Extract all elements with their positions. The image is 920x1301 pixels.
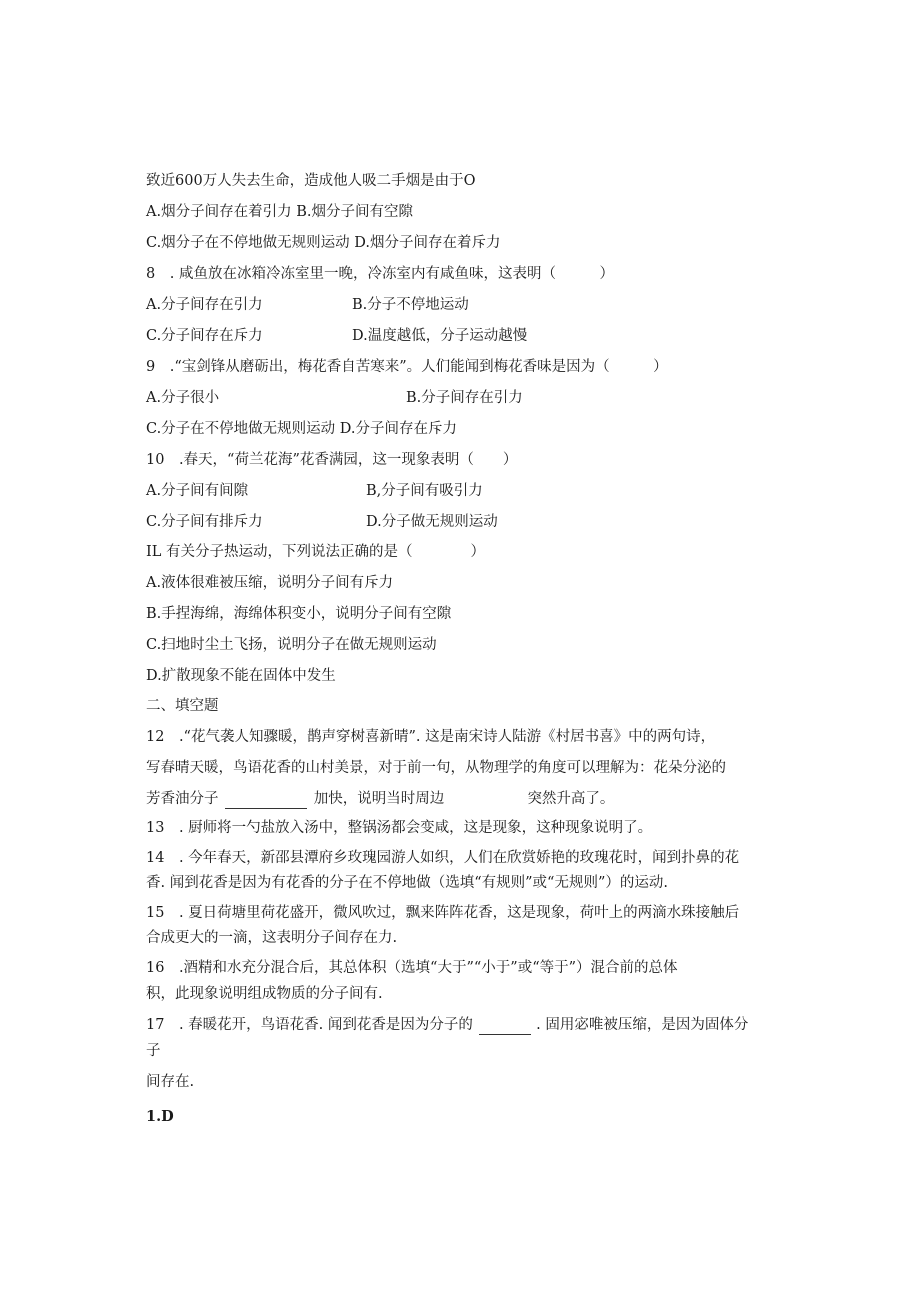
q17-text-part-2: . 固用宓唯被压缩，是因为固体分: [536, 1017, 749, 1033]
q10-option-b: B,分子间有吸引力: [366, 483, 483, 499]
q12-text-part-3: 突然升高了。: [527, 791, 615, 807]
q7-options-cd: C.烟分子在不停地做无规则运动 D.烟分子间存在着斥力: [146, 235, 501, 251]
question-12-line-2: 写春晴天暖，鸟语花香的山村美景，对于前一句，从物理学的角度可以理解为：花朵分泌的: [146, 760, 726, 776]
q8-option-c: C.分子间存在斥力: [146, 328, 263, 344]
q7-options-ab: A.烟分子间存在着引力 B.烟分子间有空隙: [146, 204, 413, 220]
question-17-line-2: 子: [146, 1043, 161, 1059]
q11-option-b: B.手捏海绵，海绵体积变小，说明分子间有空隙: [146, 606, 452, 622]
question-14-line-2: 香. 闻到花香是因为有花香的分子在不停地做（选填“有规则”或“无规则”）的运动.: [146, 875, 668, 891]
question-16-line-1: 16 .酒精和水充分混合后，其总体积（选填“大于”“小于”或“等于”）混合前的总体: [146, 960, 678, 976]
q9-options-cd: C.分子在不停地做无规则运动 D.分子间存在斥力: [146, 421, 458, 437]
q10-option-d: D.分子做无规则运动: [366, 514, 498, 530]
q11-option-a: A.液体很难被压缩，说明分子间有斥力: [146, 575, 394, 591]
q9-option-b: B.分子间存在引力: [406, 390, 523, 406]
question-12-line-3: [146, 790, 614, 809]
question-17-line-3: 间存在.: [146, 1074, 195, 1090]
answer-blank: [479, 1016, 531, 1035]
question-9: 9 .“宝剑锋从磨砺出，梅花香自苦寒来”。人们能闻到梅花香味是因为（ ）: [146, 359, 668, 375]
question-11: IL 有关分子热运动，下列说法正确的是（ ）: [146, 544, 485, 560]
question-15-line-2: 合成更大的一滴，这表明分子间存在力.: [146, 930, 398, 946]
q11-option-c: C.扫地时尘土飞扬，说明分子在做无规则运动: [146, 637, 437, 653]
q8-option-b: B.分子不停地运动: [352, 297, 469, 313]
q8-option-a: A.分子间存在引力: [146, 297, 263, 313]
question-12-line-1: 12 .“花气袭人知骤暖，鹊声穿树喜新晴”. 这是南宋诗人陆游《村居书喜》中的两句诗，: [146, 729, 716, 745]
question-16-line-2: 积，此现象说明组成物质的分子间有.: [146, 986, 383, 1002]
answer-1: 1.D: [146, 1108, 174, 1125]
answer-blank: [225, 790, 307, 809]
answer-gap: [449, 790, 523, 808]
q17-text-part-1: 17 . 春暖花开，鸟语花香. 闻到花香是因为分子的: [146, 1017, 473, 1033]
q10-option-c: C.分子间有排斥力: [146, 514, 263, 530]
question-10: 10 .春天，“荷兰花海”花香满园，这一现象表明（ ）: [146, 452, 518, 468]
question-14-line-1: 14 . 今年春天，新邵县潭府乡玫瑰园游人如织，人们在欣赏娇艳的玫瑰花时，闻到扑鼻的花: [146, 850, 740, 866]
q8-option-d: D.温度越低，分子运动越慢: [352, 328, 528, 344]
q11-option-d: D.扩散现象不能在固体中发生: [146, 668, 336, 684]
question-8: 8 . 咸鱼放在冰箱冷冻室里一晚，冷冻室内有咸鱼味，这表明（ ）: [146, 266, 614, 282]
question-15-line-1: 15 . 夏日荷塘里荷花盛开，微风吹过，飘来阵阵花香，这是现象，荷叶上的两滴水珠接触后: [146, 905, 740, 921]
section-heading-fill-in: 二、填空题: [146, 698, 219, 714]
q12-text-part-2: 加快，说明当时周边: [313, 791, 445, 807]
q12-text-part-1: 芳香油分子: [146, 791, 219, 807]
question-17-line-1: [146, 1016, 748, 1035]
intro-line: 致近600万人失去生命，造成他人吸二手烟是由于O: [146, 173, 476, 189]
q9-option-a: A.分子很小: [146, 390, 220, 406]
q10-option-a: A.分子间有间隙: [146, 483, 249, 499]
question-13: 13 . 厨师将一勺盐放入汤中，整锅汤都会变咸，这是现象，这种现象说明了。: [146, 820, 653, 836]
